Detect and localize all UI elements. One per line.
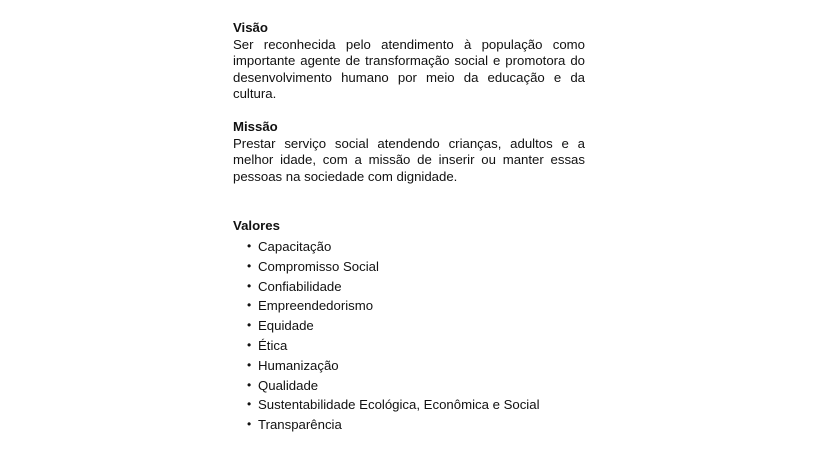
- valores-item-label: Qualidade: [258, 377, 319, 393]
- valores-title: Valores: [233, 218, 280, 234]
- missao-text: Prestar serviço social atendendo crianças, adultos e a melhor idade, com a missão de inserir ou manter essas pessoas na sociedade com dignidade.: [233, 135, 585, 184]
- valores-item: [247, 376, 585, 396]
- valores-item: [247, 316, 585, 336]
- valores-item-label: Compromisso Social: [258, 258, 379, 274]
- visao-title: Visão: [233, 20, 268, 35]
- valores-item-label: Equidade: [258, 318, 314, 334]
- bullet-icon: •: [247, 337, 252, 352]
- valores-item-label: Confiabilidade: [258, 278, 342, 294]
- bullet-icon: •: [247, 258, 252, 273]
- bullet-icon: •: [247, 357, 252, 372]
- valores-item: [247, 237, 585, 257]
- valores-item: [247, 296, 585, 316]
- visao-section: [233, 20, 585, 103]
- missao-title: Missão: [233, 118, 278, 134]
- valores-item-label: Ética: [258, 337, 288, 353]
- bullet-icon: •: [247, 238, 252, 253]
- bullet-icon: •: [247, 298, 252, 313]
- valores-item-label: Sustentabilidade Ecológica, Econômica e Social: [258, 397, 540, 413]
- valores-item: [247, 395, 585, 415]
- visao-text: Ser reconhecida pelo atendimento à população como importante agente de transformação social e promotora do desenvolvimento humano por meio da educação e da cultura.: [233, 36, 585, 102]
- bullet-icon: •: [247, 278, 252, 293]
- missao-section: [233, 119, 585, 185]
- valores-item: [247, 415, 585, 435]
- document-page: [233, 20, 585, 435]
- valores-item-label: Humanização: [258, 357, 339, 373]
- valores-item: [247, 257, 585, 277]
- valores-item: [247, 277, 585, 297]
- bullet-icon: •: [247, 377, 252, 392]
- bullet-icon: •: [247, 397, 252, 412]
- valores-item-label: Capacitação: [258, 238, 332, 254]
- valores-item: [247, 356, 585, 376]
- valores-item: [247, 336, 585, 356]
- bullet-icon: •: [247, 318, 252, 333]
- bullet-icon: •: [247, 417, 252, 432]
- valores-list: [233, 237, 585, 435]
- valores-item-label: Empreendedorismo: [258, 298, 374, 314]
- valores-section: [233, 218, 585, 435]
- valores-item-label: Transparência: [258, 417, 342, 433]
